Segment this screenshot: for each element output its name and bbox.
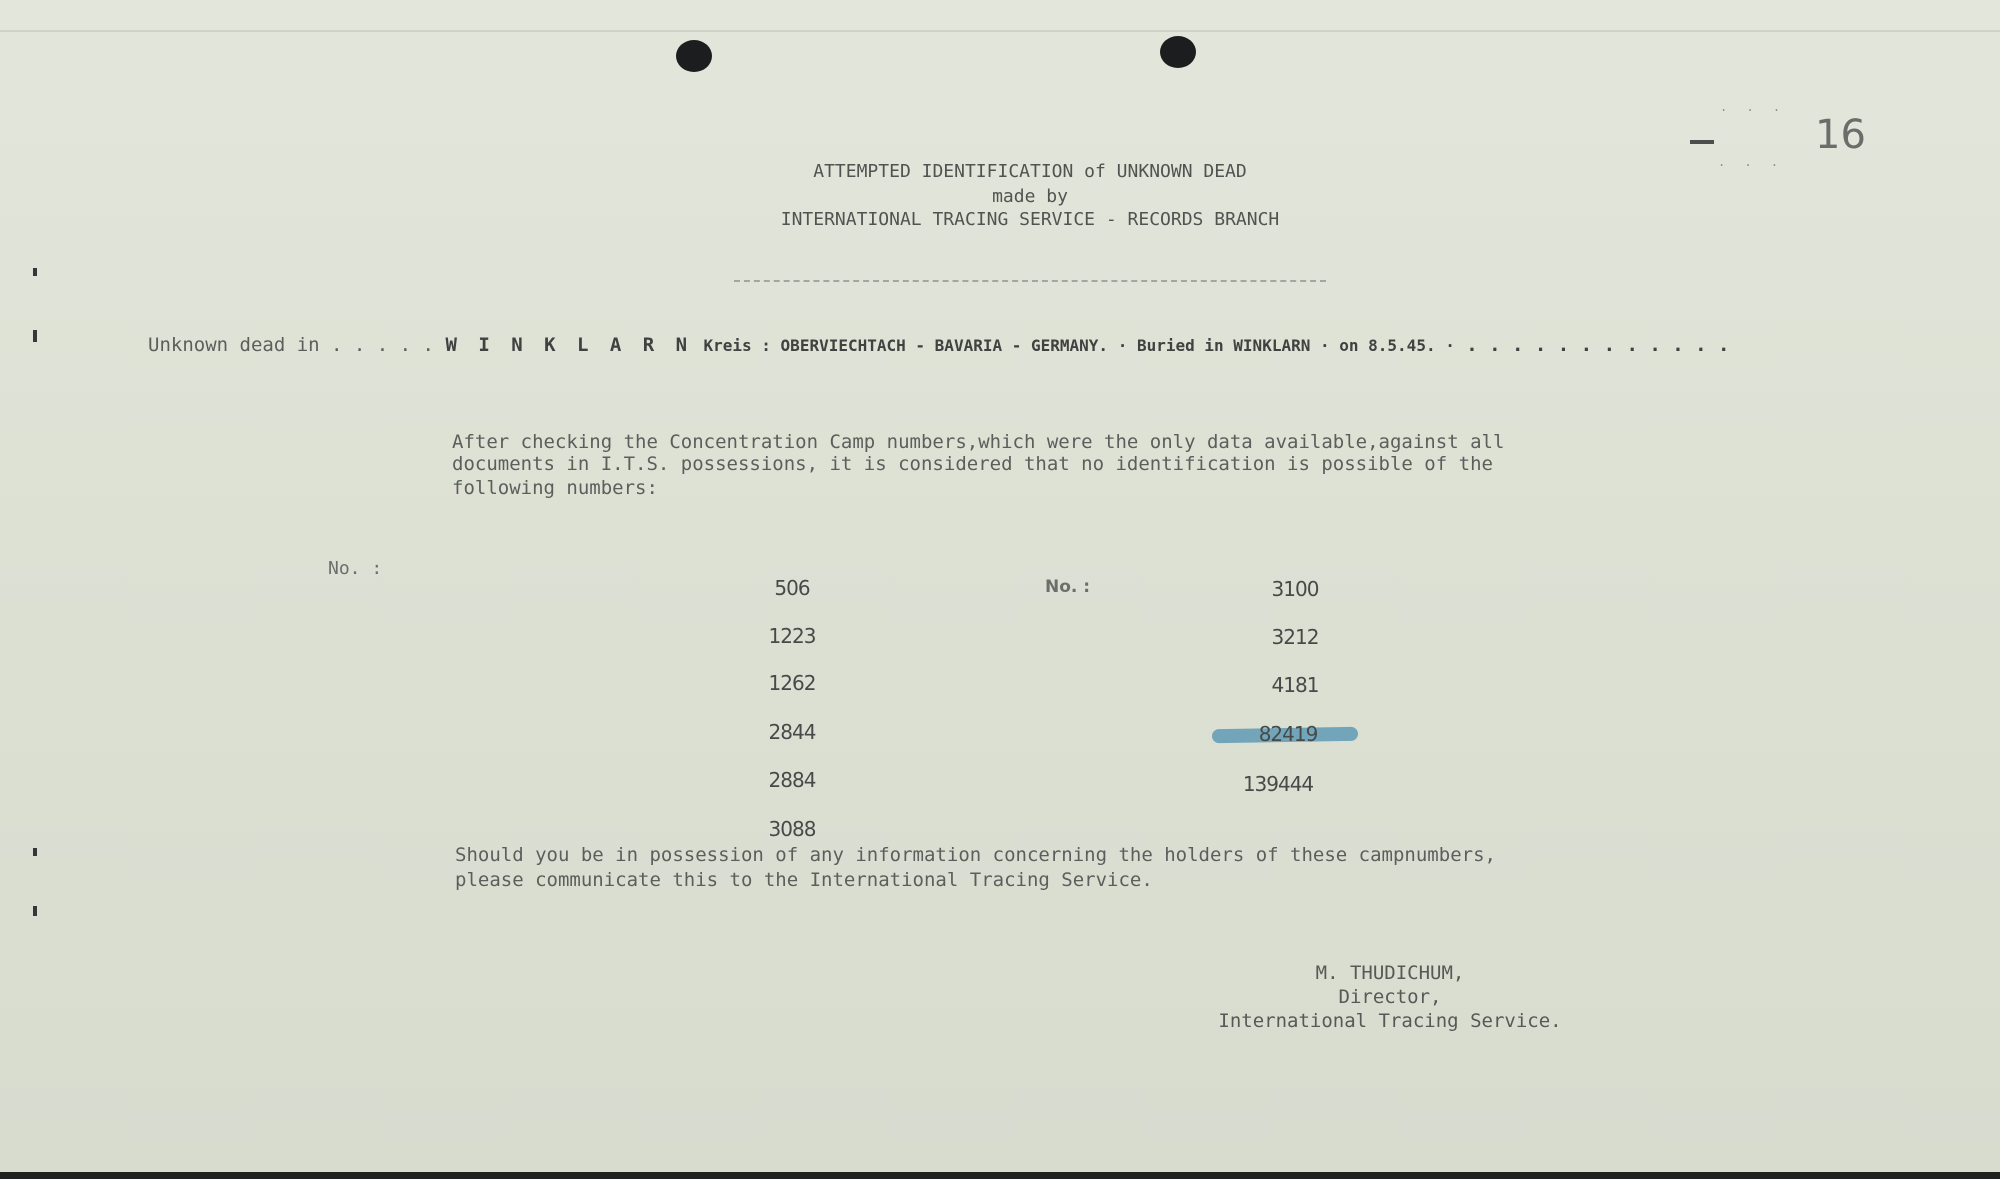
signature-title: Director, (1338, 986, 1442, 1008)
punch-hole-right (1160, 36, 1196, 68)
punch-hole-left (676, 40, 712, 72)
closing-paragraph-line-2: please communicate this to the International Tracing Service. (455, 869, 1153, 891)
unknown-dead-detail: Kreis : OBERVIECHTACH - BAVARIA - GERMANY. · Buried in WINKLARN · on 8.5.45. · (703, 336, 1455, 355)
heading-line-2: made by (992, 186, 1068, 207)
unknown-dead-trailing-dots: . . . . . . . . . . . . (1466, 334, 1730, 356)
heading-line-1: ATTEMPTED IDENTIFICATION of UNKNOWN DEAD (813, 161, 1247, 182)
left-number-5: 2884 (768, 768, 816, 792)
left-number-4: 2844 (768, 720, 816, 744)
left-number-2: 1223 (768, 624, 816, 648)
body-paragraph-line-3: following numbers: (452, 477, 658, 499)
left-number-3: 1262 (768, 671, 816, 695)
body-paragraph-line-2: documents in I.T.S. possessions, it is considered that no identification is possible of the (452, 453, 1493, 475)
signature-name: M. THUDICHUM, (1315, 962, 1465, 984)
unknown-dead-label: Unknown dead in . . . . . (148, 334, 434, 356)
margin-mark-1 (33, 268, 37, 276)
right-number-3: 4181 (1271, 673, 1319, 697)
closing-paragraph-line-1: Should you be in possession of any information concerning the holders of these campnumbers, (455, 844, 1496, 866)
page-number: 16 (1815, 112, 1866, 158)
margin-dots: . . . (1720, 100, 1787, 114)
right-number-5: 139444 (1242, 772, 1314, 796)
margin-dots-lower: . . . (1718, 155, 1785, 169)
margin-mark-3 (33, 848, 37, 856)
right-number-1: 3100 (1271, 577, 1319, 601)
right-number-2: 3212 (1271, 625, 1319, 649)
signature-org: International Tracing Service. (1218, 1010, 1562, 1032)
body-paragraph-line-1: After checking the Concentration Camp numbers,which were the only data available,against all (452, 431, 1505, 453)
numbers-label-right: No. : (1045, 577, 1091, 597)
numbers-label-left: No. : (328, 558, 383, 579)
right-number-4: 82419 (1258, 722, 1318, 746)
page-number-dash (1690, 140, 1714, 144)
unknown-dead-place: W I N K L A R N (445, 334, 693, 356)
left-number-6: 3088 (768, 817, 816, 841)
margin-mark-2 (33, 330, 37, 342)
unknown-dead-line (148, 334, 1729, 356)
margin-mark-4 (33, 906, 37, 916)
left-number-1: 506 (774, 576, 810, 600)
heading-divider (734, 280, 1326, 282)
heading-line-3: INTERNATIONAL TRACING SERVICE - RECORDS BRANCH (780, 209, 1280, 230)
bottom-edge (0, 1172, 2000, 1179)
